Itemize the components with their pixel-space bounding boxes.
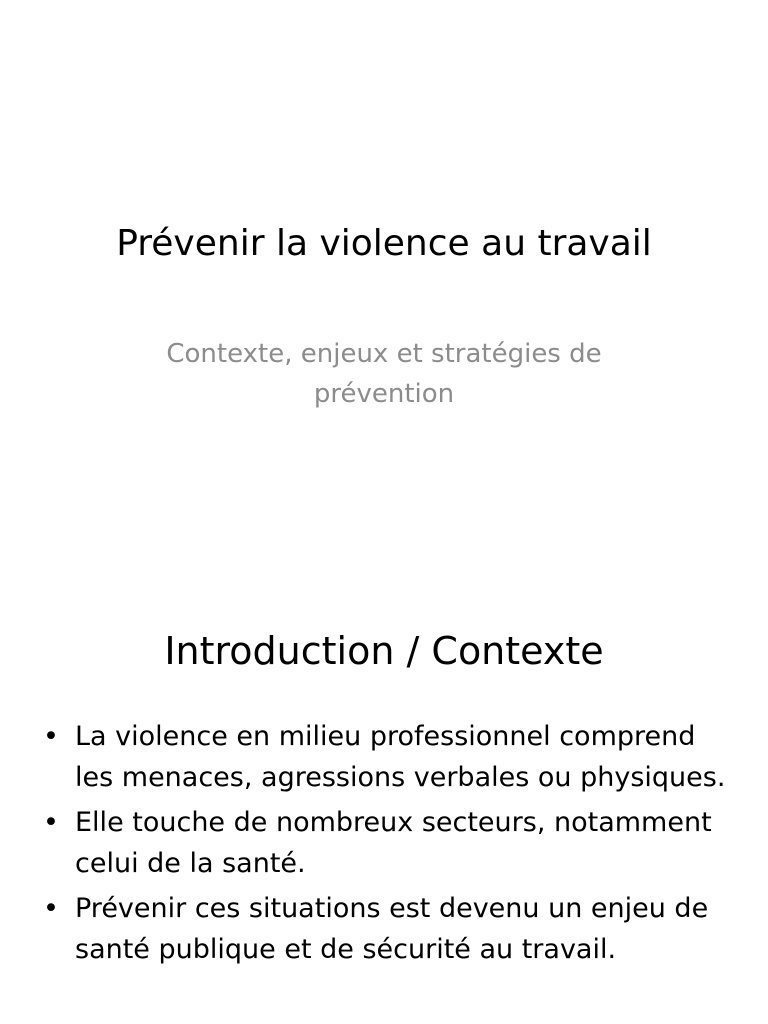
slide-subtitle: Contexte, enjeux et stratégies de prévention [166,339,602,409]
bullet-icon: • [43,893,59,924]
bullet-text: Prévenir ces situations est devenu un enjeu de santé publique et de sécurité au travail. [75,893,709,965]
bullet-icon: • [43,807,59,838]
bullet-text: La violence en milieu professionnel comprend les menaces, agressions verbales ou physiques. [75,721,726,793]
bullet-item [40,888,740,970]
bullet-item [40,716,740,798]
bullet-icon: • [43,721,59,752]
content-slide [0,576,768,1024]
bullet-list [40,716,740,974]
slide-title: Prévenir la violence au travail [116,223,652,264]
slide-title: Introduction / Contexte [164,629,604,673]
bullet-text: Elle touche de nombreux secteurs, notamment celui de la santé. [75,807,712,879]
bullet-item [40,802,740,884]
